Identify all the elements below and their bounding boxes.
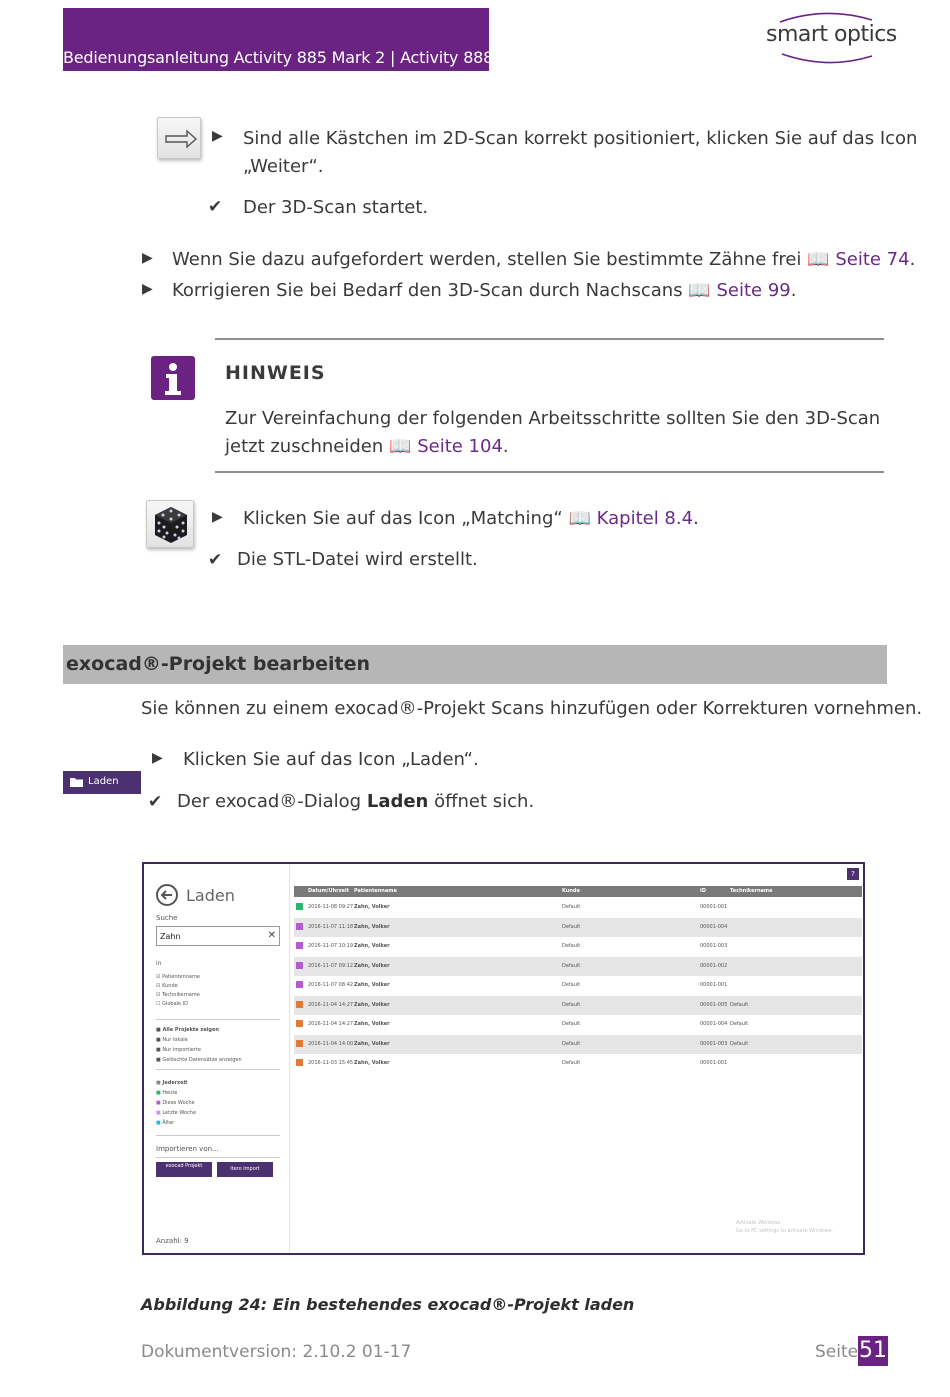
step-marker: ▶ bbox=[142, 250, 153, 266]
cell-date: 2016-11-07 08:42 bbox=[308, 982, 354, 988]
search-label: Suche bbox=[156, 914, 178, 922]
import-itero-button[interactable]: itero import bbox=[217, 1162, 273, 1177]
page-ref-link[interactable]: Seite 99 bbox=[716, 280, 791, 301]
step-text: Sind alle Kästchen im 2D-Scan korrekt positioniert, klicken Sie auf das Icon bbox=[243, 128, 918, 149]
cell-date: 2016-11-03 15:45 bbox=[308, 1060, 354, 1066]
row-status-swatch bbox=[296, 1040, 303, 1047]
cell-tech: Default bbox=[730, 1040, 749, 1047]
cell-name: Zahn, Volker bbox=[354, 1060, 390, 1066]
table-row[interactable] bbox=[294, 918, 862, 938]
import-label: Importieren von... bbox=[156, 1145, 219, 1153]
logo-text: smart optics bbox=[766, 22, 897, 47]
step-text: Korrigieren Sie bei Bedarf den 3D-Scan durch Nachscans 📖 Seite 99. bbox=[172, 280, 797, 301]
book-icon: 📖 bbox=[568, 508, 591, 529]
step-text: Wenn Sie dazu aufgefordert werden, stellen Sie bestimmte Zähne frei 📖 Seite 74. bbox=[172, 249, 916, 270]
cell-name: Zahn, Volker bbox=[354, 962, 390, 969]
cell-date: 2016-11-04 14:27 bbox=[308, 1021, 354, 1027]
cell-name: Zahn, Volker bbox=[354, 982, 390, 988]
help-button[interactable]: ? bbox=[847, 868, 859, 880]
cell-date: 2016-11-07 10:19 bbox=[308, 943, 354, 949]
figure-caption: Abbildung 24: Ein bestehendes exocad®-Projekt laden bbox=[141, 1295, 635, 1314]
step-text: „Weiter“. bbox=[243, 156, 324, 177]
cell-name: Zahn, Volker bbox=[354, 1040, 390, 1047]
section-title: exocad®-Projekt bearbeiten bbox=[66, 653, 371, 675]
row-status-swatch bbox=[296, 1020, 303, 1027]
check-icon: ✔ bbox=[148, 792, 163, 812]
row-status-swatch bbox=[296, 903, 303, 910]
row-status-swatch bbox=[296, 1059, 303, 1066]
cell-id: 00001-004 bbox=[700, 923, 728, 930]
step-text: Klicken Sie auf das Icon „Matching“ 📖 Kapitel 8.4. bbox=[243, 508, 699, 529]
cell-name: Zahn, Volker bbox=[354, 1001, 390, 1008]
weiter-arrow-icon bbox=[157, 117, 201, 159]
cell-client: Default bbox=[562, 904, 581, 910]
table-row[interactable] bbox=[294, 1054, 862, 1074]
note-text: Zur Vereinfachung der folgenden Arbeitsschritte sollten Sie den 3D-Scan bbox=[225, 408, 881, 429]
page-ref-link[interactable]: Seite 104 bbox=[417, 436, 503, 457]
step-text: Klicken Sie auf das Icon „Laden“. bbox=[183, 749, 479, 770]
note-bottom-rule bbox=[215, 471, 884, 473]
result-count: Anzahl: 9 bbox=[156, 1237, 189, 1245]
step-marker: ▶ bbox=[152, 750, 163, 766]
cell-client: Default bbox=[562, 1040, 581, 1047]
page-number: 51 bbox=[858, 1336, 888, 1366]
table-row[interactable] bbox=[294, 937, 862, 957]
cell-id: 00001-004 bbox=[700, 1021, 728, 1027]
row-status-swatch bbox=[296, 942, 303, 949]
cell-id: 00001-001 bbox=[700, 982, 728, 988]
cell-id: 00001-003 bbox=[700, 1040, 728, 1047]
cell-name: Zahn, Volker bbox=[354, 1021, 390, 1027]
cell-name: Zahn, Volker bbox=[354, 904, 390, 910]
dialog-sidebar: Laden Suche Zahn ✕ in ☑ Patientenname ☑ Kunde ☑ Technikername ☐ Globale ID ■ Alle Projekte zeigen ■ Nur lokale ■ Nur importierte ■ Gelöschte Datensätze anzeigen ■ Jederzeit ■ Heute ■ Diese Woche ■ Letzte Woche ■ Älter Importieren von... exocad Projekt itero import Anzahl: 9 bbox=[144, 864, 290, 1253]
laden-dialog-screenshot bbox=[142, 862, 865, 1255]
table-row[interactable] bbox=[294, 1015, 862, 1035]
info-icon bbox=[151, 356, 195, 400]
row-status-swatch bbox=[296, 1001, 303, 1008]
activation-watermark: Activate Windows bbox=[736, 1220, 781, 1226]
import-exocad-button[interactable]: exocad Projekt bbox=[156, 1162, 212, 1177]
note-title: HINWEIS bbox=[225, 362, 326, 384]
search-input[interactable]: Zahn ✕ bbox=[156, 926, 280, 946]
row-status-swatch bbox=[296, 962, 303, 969]
book-icon: 📖 bbox=[807, 249, 830, 270]
document-version: Dokumentversion: 2.10.2 01-17 bbox=[141, 1342, 412, 1362]
page-ref-link[interactable]: Seite 74 bbox=[835, 249, 910, 270]
page-label: Seite bbox=[815, 1342, 859, 1362]
note-top-rule bbox=[215, 338, 884, 340]
cell-name: Zahn, Volker bbox=[354, 943, 390, 949]
filter-label: in bbox=[156, 960, 162, 967]
activation-watermark: Go to PC settings to activate Windows. bbox=[736, 1228, 834, 1234]
cell-client: Default bbox=[562, 1001, 581, 1008]
check-icon: ✔ bbox=[208, 197, 223, 217]
clear-icon[interactable]: ✕ bbox=[267, 930, 276, 941]
check-icon: ✔ bbox=[208, 550, 223, 570]
cell-date: 2016-11-04 14:27 bbox=[308, 1001, 354, 1008]
row-status-swatch bbox=[296, 923, 303, 930]
cell-client: Default bbox=[562, 962, 581, 969]
section-intro: Sie können zu einem exocad®-Projekt Scans hinzufügen oder Korrekturen vornehmen. bbox=[141, 698, 923, 719]
header-title: Bedienungsanleitung Activity 885 Mark 2 | Activity 888 bbox=[63, 48, 494, 67]
cell-date: 2016-11-04 14:00 bbox=[308, 1040, 354, 1047]
cell-date: 2016-11-08 09:27 bbox=[308, 904, 354, 910]
cell-client: Default bbox=[562, 1021, 581, 1027]
cell-id: 00001-001 bbox=[700, 904, 728, 910]
cell-name: Zahn, Volker bbox=[354, 923, 390, 930]
result-text: Der 3D-Scan startet. bbox=[243, 197, 429, 218]
cell-id: 00001-002 bbox=[700, 962, 728, 969]
book-icon: 📖 bbox=[688, 280, 711, 301]
cell-id: 00001-001 bbox=[700, 1060, 728, 1066]
matching-cube-icon bbox=[146, 500, 194, 548]
cell-client: Default bbox=[562, 923, 581, 930]
step-marker: ▶ bbox=[212, 509, 223, 525]
table-row[interactable] bbox=[294, 976, 862, 996]
cell-tech: Default bbox=[730, 1001, 749, 1008]
table-row[interactable] bbox=[294, 1035, 862, 1055]
cell-date: 2016-11-07 11:18 bbox=[308, 923, 354, 930]
back-arrow-icon[interactable] bbox=[156, 884, 178, 906]
result-text: Der exocad®-Dialog Laden öffnet sich. bbox=[177, 791, 535, 812]
table-row[interactable] bbox=[294, 898, 862, 918]
book-icon: 📖 bbox=[389, 436, 412, 457]
cell-client: Default bbox=[562, 943, 581, 949]
result-text: Die STL-Datei wird erstellt. bbox=[237, 549, 478, 570]
table-header: Datum/Uhrzeit Patientenname Kunde ID Technikername bbox=[294, 886, 862, 897]
cell-id: 00001-003 bbox=[700, 943, 728, 949]
cell-date: 2016-11-07 09:12 bbox=[308, 962, 354, 969]
chapter-ref-link[interactable]: Kapitel 8.4 bbox=[596, 508, 694, 529]
table-row[interactable] bbox=[294, 996, 862, 1016]
note-text: jetzt zuschneiden 📖 Seite 104. bbox=[225, 436, 509, 457]
cell-tech: Default bbox=[730, 1021, 749, 1027]
dialog-title: Laden bbox=[186, 886, 235, 905]
step-marker: ▶ bbox=[142, 281, 153, 297]
laden-button-label: Laden bbox=[88, 776, 119, 787]
cell-client: Default bbox=[562, 1060, 581, 1066]
cell-id: 00001-005 bbox=[700, 1001, 728, 1008]
row-status-swatch bbox=[296, 981, 303, 988]
table-row[interactable] bbox=[294, 957, 862, 977]
step-marker: ▶ bbox=[212, 128, 223, 144]
cell-client: Default bbox=[562, 982, 581, 988]
